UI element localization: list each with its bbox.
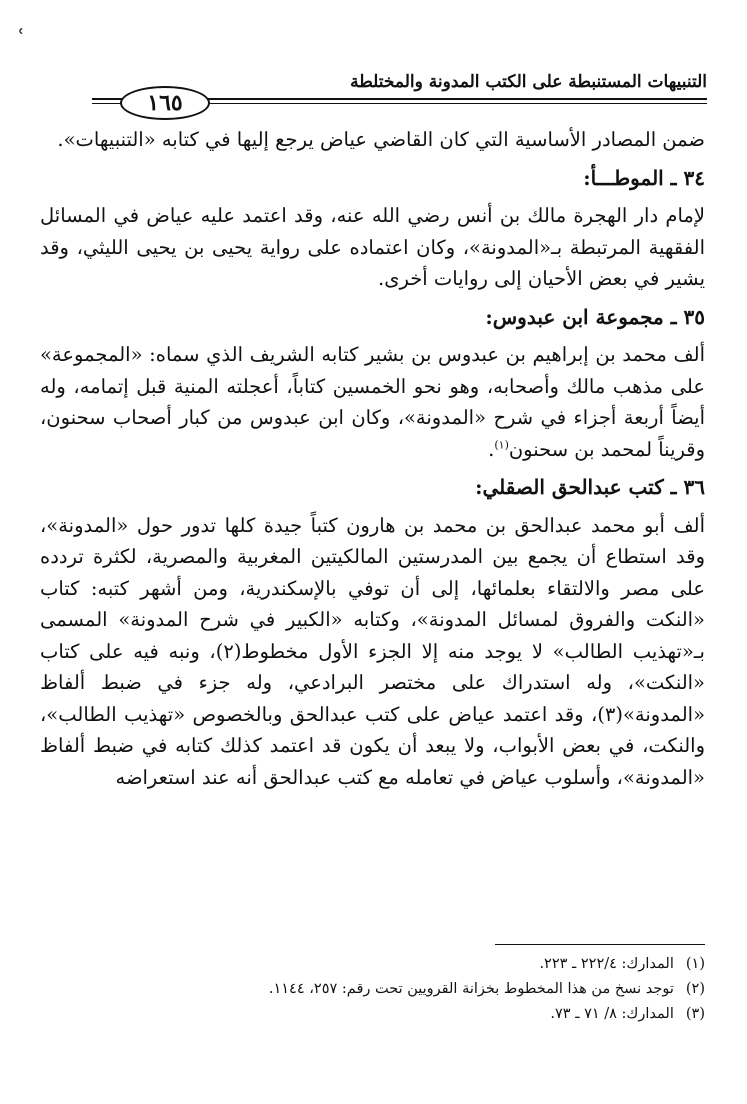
section-heading: ٣٦ ـ كتب عبدالحق الصقلي: [475,475,705,499]
paragraph: ضمن المصادر الأساسية التي كان القاضي عياض يرجع إليها في كتابه «التنبيهات». [57,128,705,151]
footnote-ref: (١) [494,438,509,451]
footnote-text: المدارك: ٨/ ٧١ ـ ٧٣. [550,1006,674,1022]
running-header [92,72,707,124]
paragraph-text: ألف محمد بن إبراهيم بن عبدوس بن بشير كتابه الشريف الذي سماه: «المجموعة» على مذهب مالك وأصحابه، وهو نحو الخمسين كتاباً، أعجلته المنية قبل إتمامه، وله أيضاً أربعة أجزاء في شرح «المدونة»، وكان ابن عبدوس من كبار أصحاب سحنون، وقريناً لمحمد بن سحنون [40,343,705,461]
section-heading: ٣٤ ـ الموطـــأ: [583,165,705,190]
paragraph: ألف أبو محمد عبدالحق بن محمد بن هارون كتباً جيدة كلها تدور حول «المدونة»، وقد استطاع أن يجمع بين المدرستين المالكيتين المغربية والمصرية، لكثرة تردده على مصر والالتقاء بعلمائها، إلى أن توفي بالإسكندرية، ومن أشهر كتبه: كتاب «النكت والفروق لمسائل المدونة»، وكتابه «الكبير في شرح المدونة» المسمى بـ«تهذيب الطالب» لا يوجد منه إلا الجزء الأول مخطوط(٢)، ونبه فيه على كتاب «النكت»، وله استدراك على مختصر البرادعي، وله جزء في ضبط ألفاظ «المدونة»(٣)، وقد اعتمد عياض على كتب عبدالحق وبالخصوص «تهذيب الطالب»، والنكت، في بعض الأبواب، ولا يبعد أن يكون قد اعتمد كذلك كتابه في ضبط ألفاظ «المدونة»، وأسلوب عياض في تعامله مع كتب عبدالحق أنه عند استعراضه [40,513,705,789]
footnotes [40,952,705,1027]
footnote-number: (٣) [685,1006,705,1022]
footnote-text: المدارك: ٢٢٢/٤ ـ ٢٢٣. [539,956,674,972]
running-title: التنبيهات المستنبطة على الكتب المدونة والمختلطة [350,72,707,92]
footnote [40,952,705,977]
footnote-number: (٢) [685,981,705,997]
main-text [40,124,705,793]
footnote-text: توجد نسخ من هذا المخطوط بخزانة القرويين تحت رقم: ٢٥٧، ١١٤٤. [268,981,674,997]
corner-mark: ʿ [18,26,25,51]
footnote [40,977,705,1002]
footnote-number: (١) [685,956,705,972]
paragraph [40,339,705,465]
footnote [40,1002,705,1027]
footnote-separator [495,944,705,945]
paragraph-end: . [488,437,495,461]
paragraph: لإمام دار الهجرة مالك بن أنس رضي الله عنه، وقد اعتمد عليه عياض في المسائل الفقهية المرتبطة بـ«المدونة»، وكان اعتماده على رواية يحيى بن يحيى الليثي، وقد يشير في بعض الأحيان إلى روايات أخرى. [40,204,705,290]
page-number: ١٦٥ [120,86,210,120]
section-heading: ٣٥ ـ مجموعة ابن عبدوس: [485,304,705,329]
